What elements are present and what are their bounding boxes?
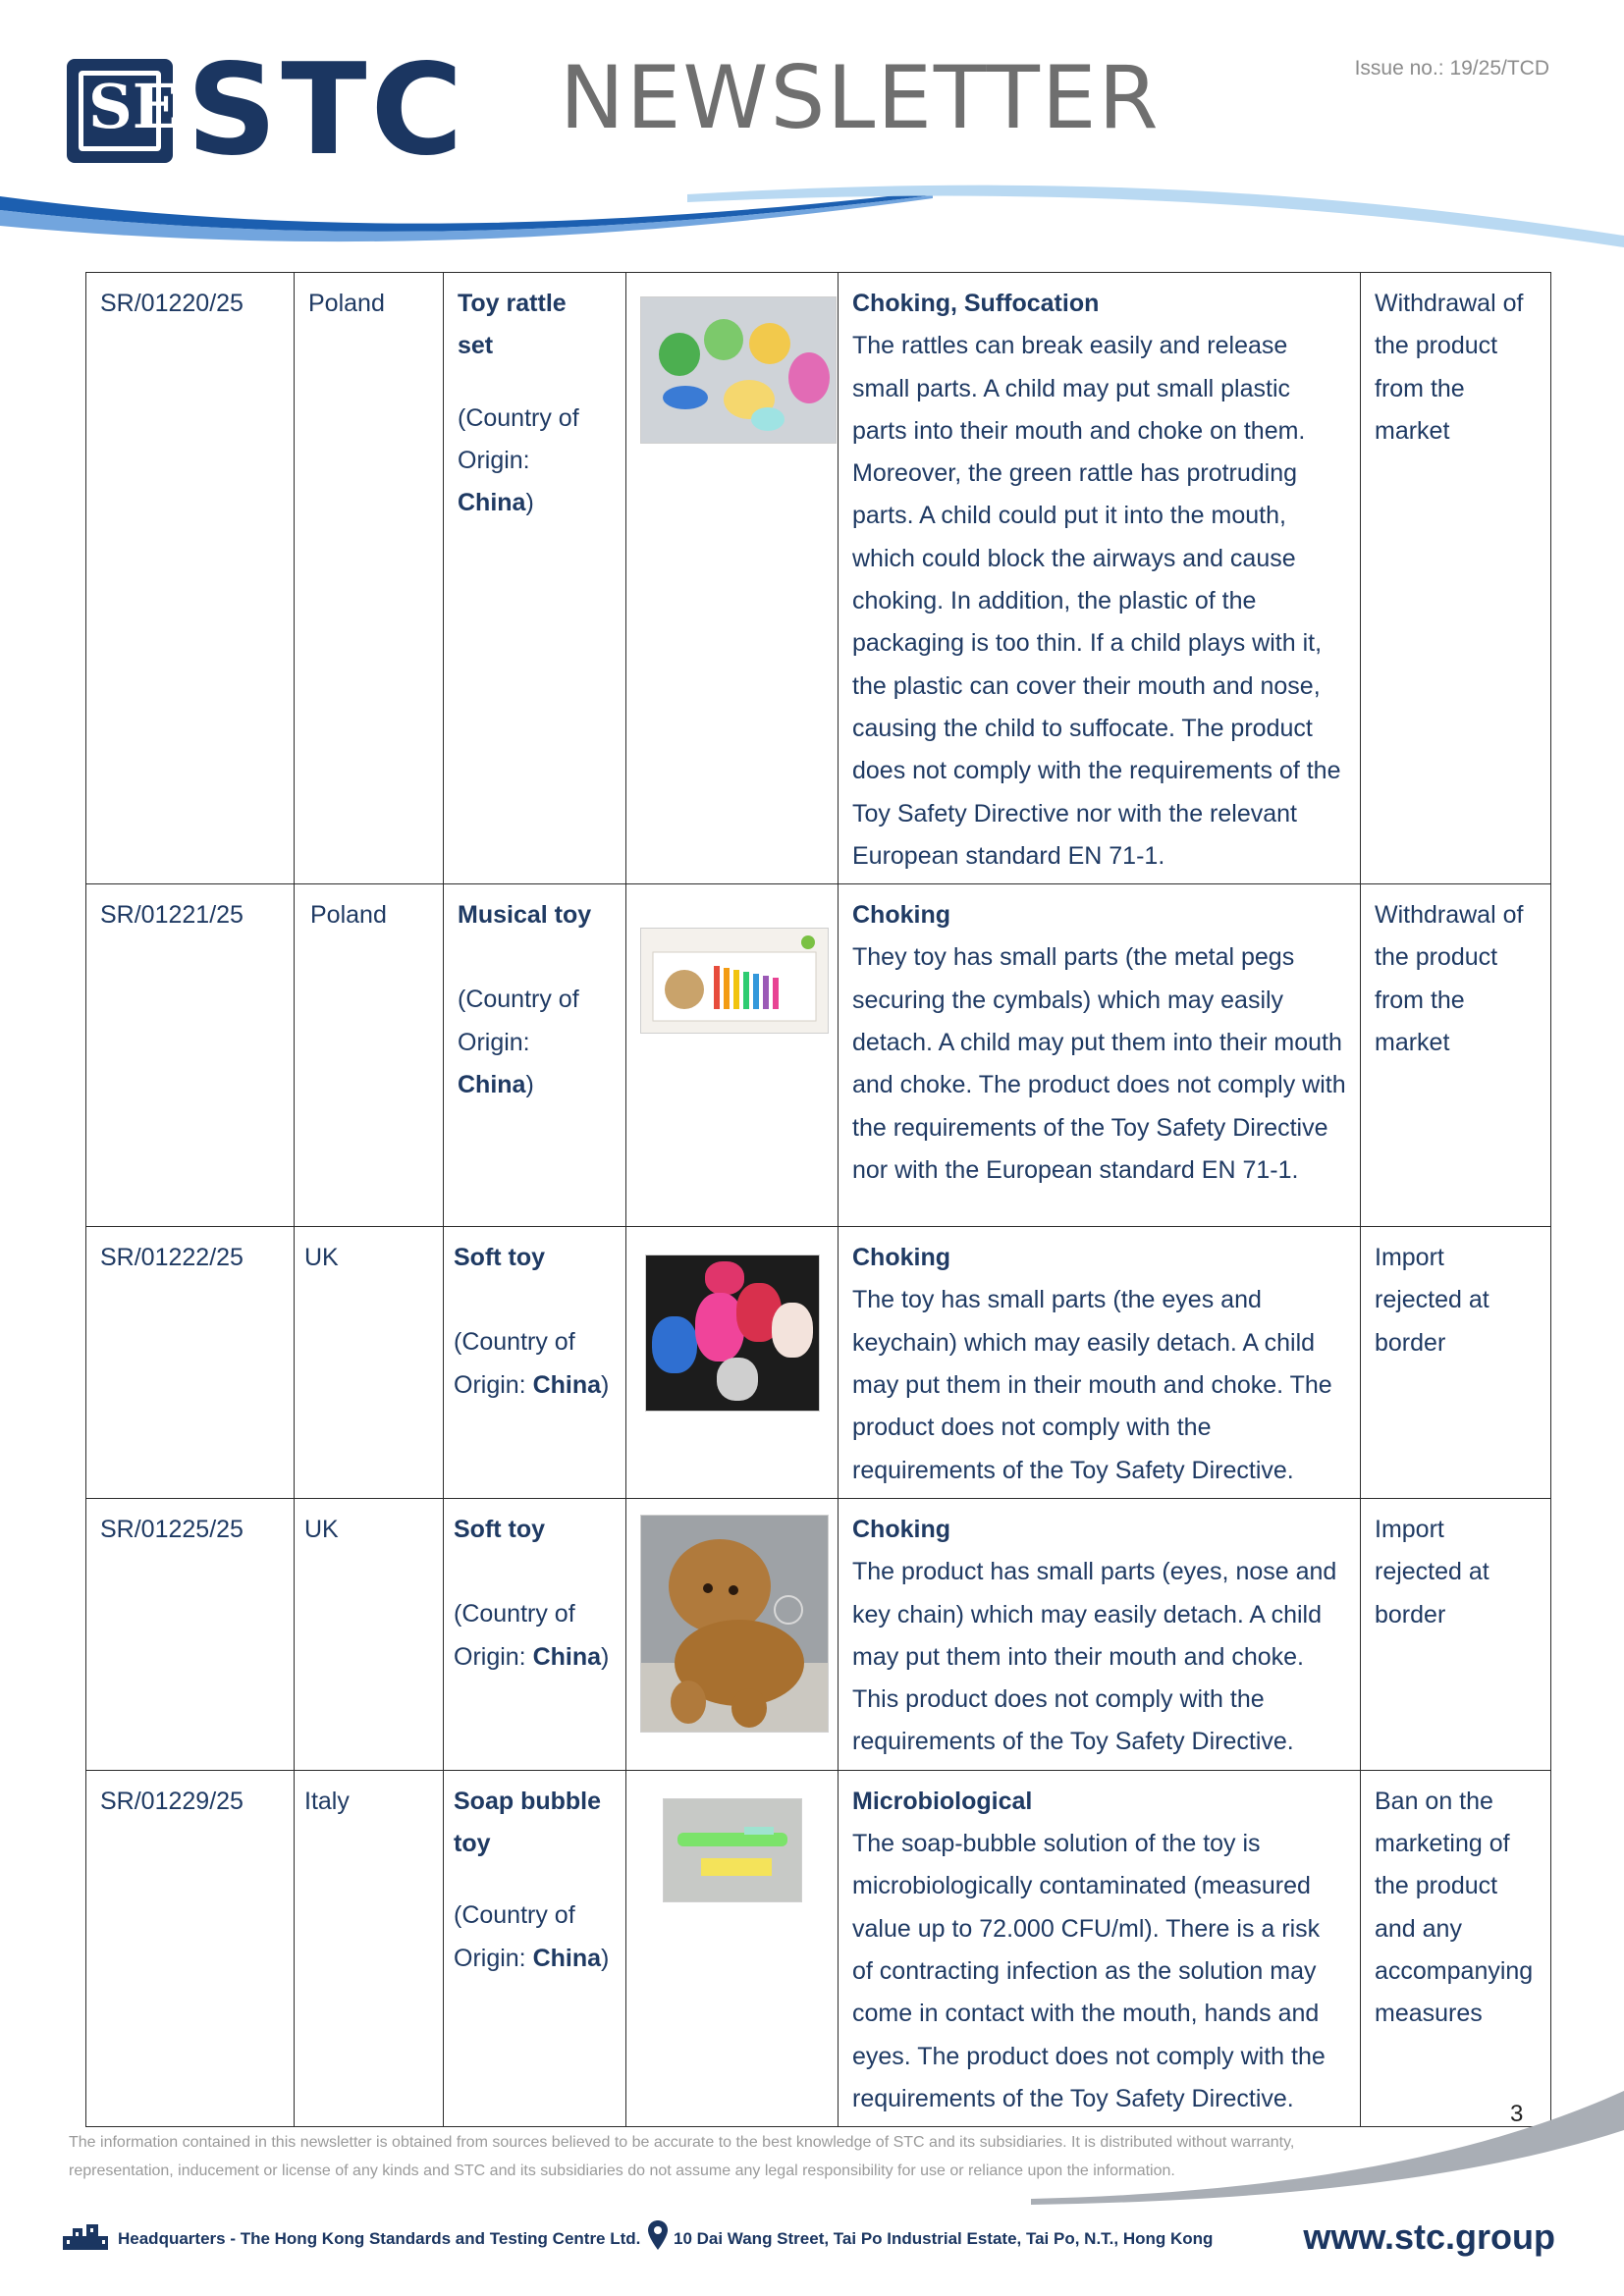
ref-number: SR/01229/25 [86,1770,295,2126]
hazard-description: They toy has small parts (the metal pegs securing the cymbals) which may easily detach. A child may put them into their mouth and choke. The product does not comply with the requirements of the Toy Safety Directive nor with the European standard EN 71-1. [852,943,1346,1184]
notifying-country: UK [295,1227,444,1499]
measures-taken: Withdrawal of the product from the market [1361,273,1551,884]
website-link[interactable]: www.stc.group [1303,2216,1555,2257]
hazard-description-cell [839,884,1361,1227]
table-row [86,273,1551,884]
measures-taken: Withdrawal of the product from the market [1361,884,1551,1227]
notifying-country: Poland [295,884,444,1227]
ref-number: SR/01221/25 [86,884,295,1227]
hazard-description: The soap-bubble solution of the toy is microbiologically contaminated (measured value up to 72.000 CFU/ml). There is a risk of contracting infection as the solution may come in contact with the mouth, hands and eyes. The product does not comply with the requirements of the Toy Safety Directive. [852,1830,1326,2112]
country-of-origin: (Country of Origin: China) [458,986,579,1099]
product-cell [444,1498,626,1770]
stc-logo-mark [67,59,180,163]
notifying-country: Poland [295,273,444,884]
product-cell [444,1770,626,2126]
product-recall-table [85,272,1551,2127]
hazard-type: Choking [852,1244,950,1272]
product-name: Soft toy [454,1515,546,1543]
soft-toy-bears-photo [645,1255,820,1412]
table-row [86,884,1551,1227]
logo-text: STC [187,37,467,184]
table-row [86,1770,1551,2126]
measures-taken: Ban on the marketing of the product and any accompanying measures [1361,1770,1551,2126]
measures-taken: Import rejected at border [1361,1227,1551,1499]
newsletter-title: NEWSLETTER [560,47,1161,148]
table-row [86,1498,1551,1770]
location-pin-icon [648,2220,668,2250]
footer-bar [63,2216,1555,2260]
notifying-country: UK [295,1498,444,1770]
country-of-origin: (Country of Origin: China) [454,1600,610,1671]
notifying-country: Italy [295,1770,444,2126]
product-image-cell [626,1770,839,2126]
country-of-origin: (Country of Origin: China) [454,1901,610,1972]
soap-bubble-toy-photo [663,1798,802,1902]
ref-number: SR/01222/25 [86,1227,295,1499]
hazard-description-cell [839,1498,1361,1770]
headquarters-label: Headquarters - The Hong Kong Standards and Testing Centre Ltd. [118,2229,641,2248]
measures-taken: Import rejected at border [1361,1498,1551,1770]
issue-number: Issue no.: 19/25/TCD [1354,57,1549,80]
soft-toy-dog-photo [640,1515,829,1733]
ref-number: SR/01225/25 [86,1498,295,1770]
hazard-description-cell [839,1770,1361,2126]
product-image-cell [626,1227,839,1499]
product-name: Soap bubble toy [454,1787,601,1858]
hazard-type: Choking, Suffocation [852,290,1100,317]
country-of-origin: (Country of Origin: China) [454,1328,610,1399]
product-cell [444,884,626,1227]
ref-number: SR/01220/25 [86,273,295,884]
stc-logo [67,37,467,184]
toy-rattle-set-photo [640,296,837,444]
logo-mark-glyph: SE [88,71,180,142]
product-image-cell [626,273,839,884]
product-cell [444,1227,626,1499]
product-name: Musical toy [458,901,592,930]
disclaimer-text: The information contained in this newsletter is obtained from sources believed to be accurate to the best knowledge of STC and its subsidiaries. It is distributed without warranty, representation, inducement or license of any kinds and STC and its subsidiaries do not assume any legal responsibility for use or reliance upon the information. [69,2134,1295,2179]
hazard-description: The rattles can break easily and release small parts. A child may put small plastic parts into their mouth and choke on them. Moreover, the green rattle has protruding parts. A child could put it into the mouth, which could block the airways and cause choking. In addition, the plastic of the packaging is too thin. If a child plays with it, the plastic can cover their mouth and nose, causing the child to suffocate. The product does not comply with the requirements of the Toy Safety Directive nor with the relevant European standard EN 71-1. [852,332,1341,870]
headquarters-address: 10 Dai Wang Street, Tai Po Industrial Estate, Tai Po, N.T., Hong Kong [674,2229,1214,2248]
page-number: 3 [1510,2101,1524,2127]
hazard-type: Microbiological [852,1787,1033,1815]
product-cell [444,273,626,884]
country-of-origin: (Country of Origin: China) [458,403,579,517]
hazard-type: Choking [852,1515,950,1543]
header-swoosh [0,177,1624,255]
building-icon [63,2224,108,2250]
hazard-description-cell [839,1227,1361,1499]
product-image-cell [626,1498,839,1770]
product-image-cell [626,884,839,1227]
product-name: Soft toy [454,1244,546,1272]
hazard-type: Choking [852,901,950,930]
musical-toy-photo [640,928,829,1034]
product-name: Toy rattle set [458,290,567,360]
hazard-description: The product has small parts (eyes, nose and key chain) which may easily detach. A child may put them into their mouth and choke. This product does not comply with the requirements of the Toy Safety Directive. [852,1558,1337,1756]
table-row [86,1227,1551,1499]
hazard-description-cell [839,273,1361,884]
hazard-description: The toy has small parts (the eyes and keychain) which may easily detach. A child may put them in their mouth and choke. The product does not comply with the requirements of the Toy Safety Directive. [852,1286,1332,1484]
